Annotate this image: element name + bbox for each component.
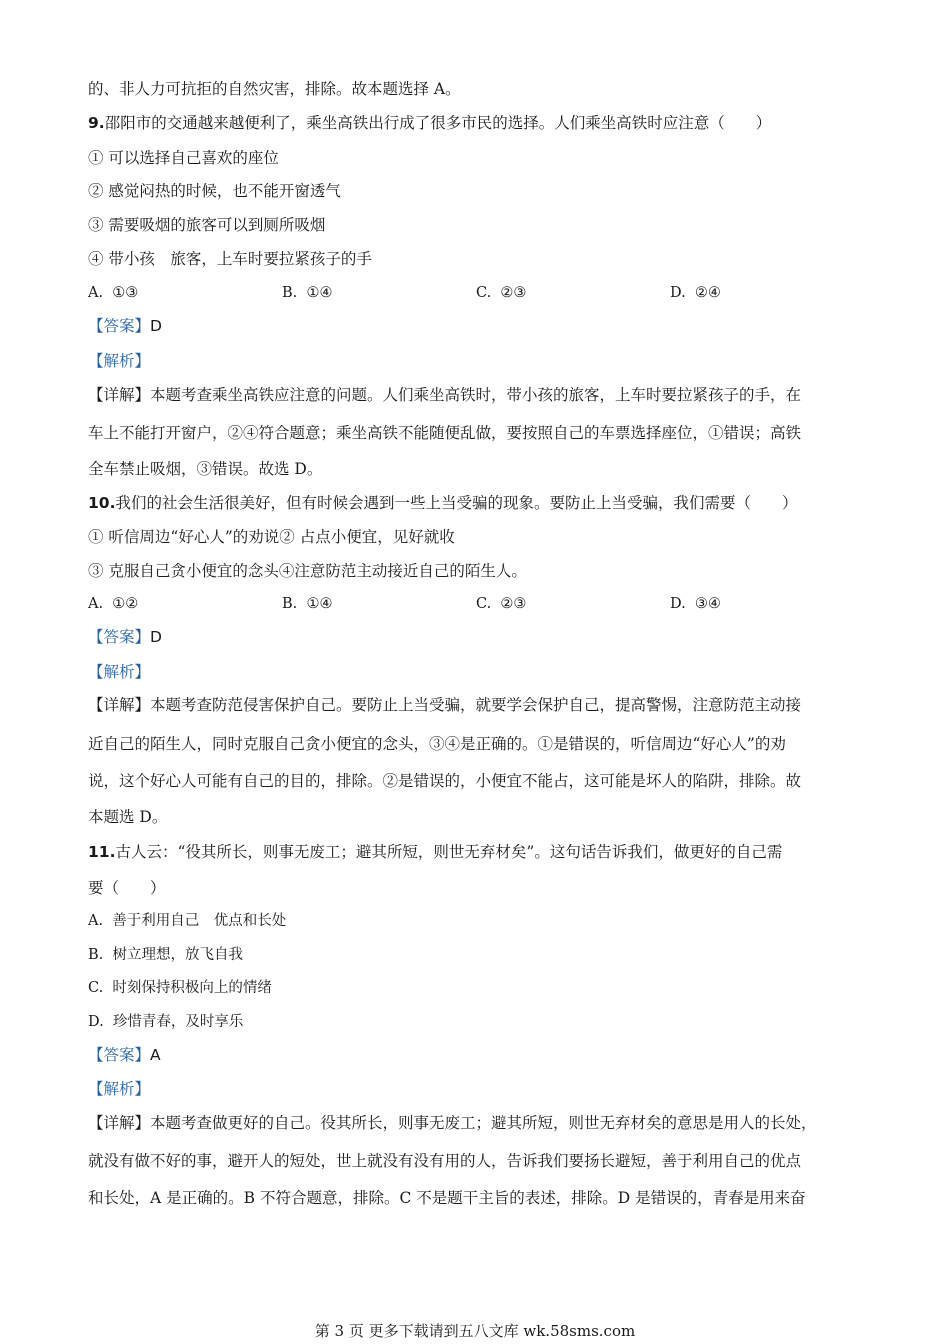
answer-tag: 【答案】 <box>88 628 151 646</box>
q10-option-b: B. ①④ <box>282 596 333 612</box>
q11-stem <box>88 841 782 863</box>
q11-analysis-tag: 【解析】 <box>88 1080 151 1098</box>
q11-option-a: A. 善于利用自己 优点和长处 <box>88 913 287 929</box>
q10-item-2: ③ 克服自己贪小便宜的念头④注意防范主动接近自己的陌生人。 <box>88 562 527 580</box>
q10-option-a: A. ①② <box>88 596 139 612</box>
q10-option-d: D. ③④ <box>670 596 721 612</box>
answer-value: A <box>150 1046 161 1064</box>
q11-detail-line: 和长处，A 是正确的。B 不符合题意，排除。C 不是题干主旨的表述，排除。D 是错误的，青春是用来奋 <box>88 1189 806 1207</box>
q11-detail-line: 【详解】本题考查做更好的自己。役其所长，则事无废工；避其所短，则世无弃材矣的意思是用人的长处， <box>88 1114 817 1132</box>
answer-value: D <box>150 317 162 335</box>
continued-text: 的、非人力可抗拒的自然灾害，排除。故本题选择 A。 <box>88 80 461 98</box>
q10-detail-line: 说，这个好心人可能有自己的目的，排除。②是错误的，小便宜不能占，这可能是坏人的陷阱，排除。故 <box>88 772 802 790</box>
q11-number: 11. <box>88 843 116 861</box>
page-footer: 第 3 页 更多下载请到五八文库 wk.58sms.com <box>314 1322 636 1340</box>
q10-analysis-tag: 【解析】 <box>88 663 151 681</box>
q9-stem-text: 邵阳市的交通越来越便利了，乘坐高铁出行成了很多市民的选择。人们乘坐高铁时应注意（ ） <box>104 114 772 132</box>
q10-stem-text: 我们的社会生活很美好，但有时候会遇到一些上当受骗的现象。要防止上当受骗，我们需要（ ） <box>115 494 798 512</box>
answer-tag: 【答案】 <box>88 317 151 335</box>
q9-detail-line: 【详解】本题考查乘坐高铁应注意的问题。人们乘坐高铁时，带小孩的旅客，上车时要拉紧孩子的手，在 <box>88 386 802 404</box>
q9-item-3: ③ 需要吸烟的旅客可以到厕所吸烟 <box>88 216 326 234</box>
q10-stem <box>88 492 797 514</box>
q9-detail-line: 全车禁止吸烟，③错误。故选 D。 <box>88 460 323 478</box>
q9-answer <box>88 315 162 337</box>
q9-option-c: C. ②③ <box>476 285 527 301</box>
q10-option-c: C. ②③ <box>476 596 527 612</box>
q10-detail-line: 近自己的陌生人，同时克服自己贪小便宜的念头，③④是正确的。①是错误的，听信周边“好心人”的劝 <box>88 735 786 753</box>
answer-tag: 【答案】 <box>88 1046 151 1064</box>
q9-option-b: B. ①④ <box>282 285 333 301</box>
q9-stem <box>88 112 771 134</box>
q9-item-1: ① 可以选择自己喜欢的座位 <box>88 149 279 167</box>
q9-number: 9. <box>88 114 105 132</box>
q10-detail-line: 【详解】本题考查防范侵害保护自己。要防止上当受骗，就要学会保护自己，提高警惕，注意防范主动接 <box>88 696 802 714</box>
q9-analysis-tag: 【解析】 <box>88 352 151 370</box>
q11-detail-line: 就没有做不好的事，避开人的短处，世上就没有没有用的人，告诉我们要扬长避短，善于利用自己的优点 <box>88 1152 802 1170</box>
q9-detail-line: 车上不能打开窗户，②④符合题意；乘坐高铁不能随便乱做，要按照自己的车票选择座位，①错误；高铁 <box>88 424 802 442</box>
q11-option-d: D. 珍惜青春，及时享乐 <box>88 1014 244 1030</box>
q11-option-c: C. 时刻保持积极向上的情绪 <box>88 980 272 996</box>
q9-option-d: D. ②④ <box>670 285 721 301</box>
answer-value: D <box>150 628 162 646</box>
q11-stem-continued: 要（ ） <box>88 879 166 897</box>
q11-option-b: B. 树立理想，放飞自我 <box>88 947 243 963</box>
q9-item-4: ④ 带小孩 旅客，上车时要拉紧孩子的手 <box>88 250 372 268</box>
q9-option-a: A. ①③ <box>88 285 139 301</box>
q11-stem-text: 古人云：“役其所长，则事无废工；避其所短，则世无弃材矣”。这句话告诉我们，做更好的自己需 <box>115 843 783 861</box>
q11-answer <box>88 1044 161 1066</box>
q10-item-1: ① 听信周边“好心人”的劝说② 占点小便宜，见好就收 <box>88 528 455 546</box>
q10-number: 10. <box>88 494 116 512</box>
q10-answer <box>88 626 162 648</box>
q9-item-2: ② 感觉闷热的时候，也不能开窗透气 <box>88 182 341 200</box>
q10-detail-line: 本题选 D。 <box>88 808 168 826</box>
